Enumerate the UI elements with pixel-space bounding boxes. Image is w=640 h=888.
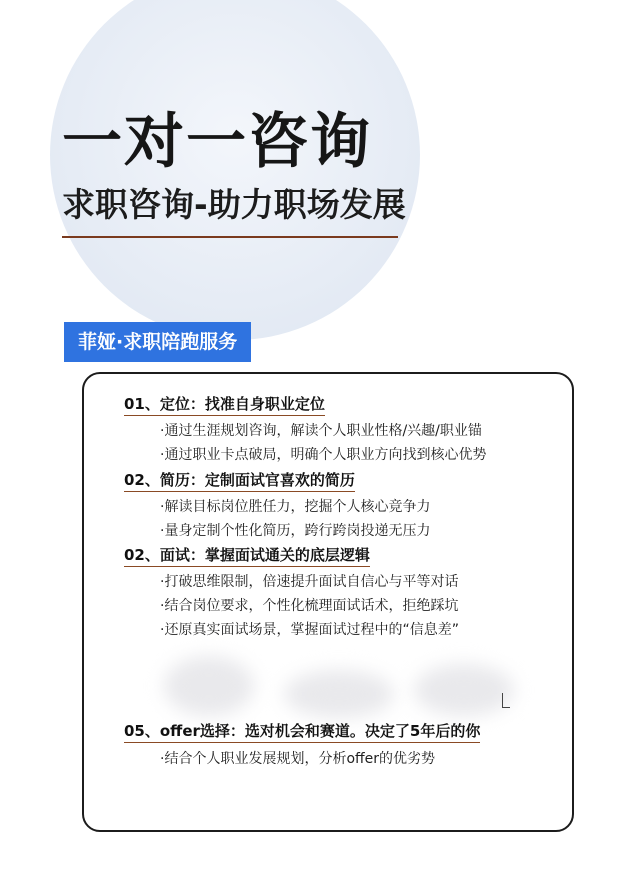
list-item: ·通过生涯规划咨询，解读个人职业性格/兴趣/职业锚 [160,423,482,439]
blurred-region [284,670,394,718]
section-heading-offer: 05、offer选择：选对机会和赛道。决定了5年后的你 [124,722,480,743]
title-divider [62,236,398,238]
list-item: ·解读目标岗位胜任力，挖掘个人核心竞争力 [160,499,431,515]
page-title: 一对一咨询 [62,107,372,177]
service-card [82,372,574,832]
section-heading-positioning: 01、定位：找准自身职业定位 [124,395,325,416]
list-item: ·结合岗位要求，个性化梳理面试话术，拒绝踩坑 [160,598,459,614]
service-badge: 菲娅·求职陪跑服务 [64,322,251,362]
section-heading-resume: 02、简历：定制面试官喜欢的简历 [124,471,355,492]
section-heading-interview: 02、面试：掌握面试通关的底层逻辑 [124,546,370,567]
list-item: ·量身定制个性化简历，跨行跨岗投递无压力 [160,523,431,539]
blurred-region [414,664,514,716]
page-subtitle: 求职咨询-助力职场发展 [62,185,406,224]
corner-mark [502,693,510,708]
list-item: ·结合个人职业发展规划，分析offer的优劣势 [160,751,436,767]
blurred-region [164,656,254,716]
list-item: ·还原真实面试场景，掌握面试过程中的“信息差” [160,622,459,638]
list-item: ·打破思维限制，倍速提升面试自信心与平等对话 [160,574,459,590]
list-item: ·通过职业卡点破局，明确个人职业方向找到核心优势 [160,447,487,463]
